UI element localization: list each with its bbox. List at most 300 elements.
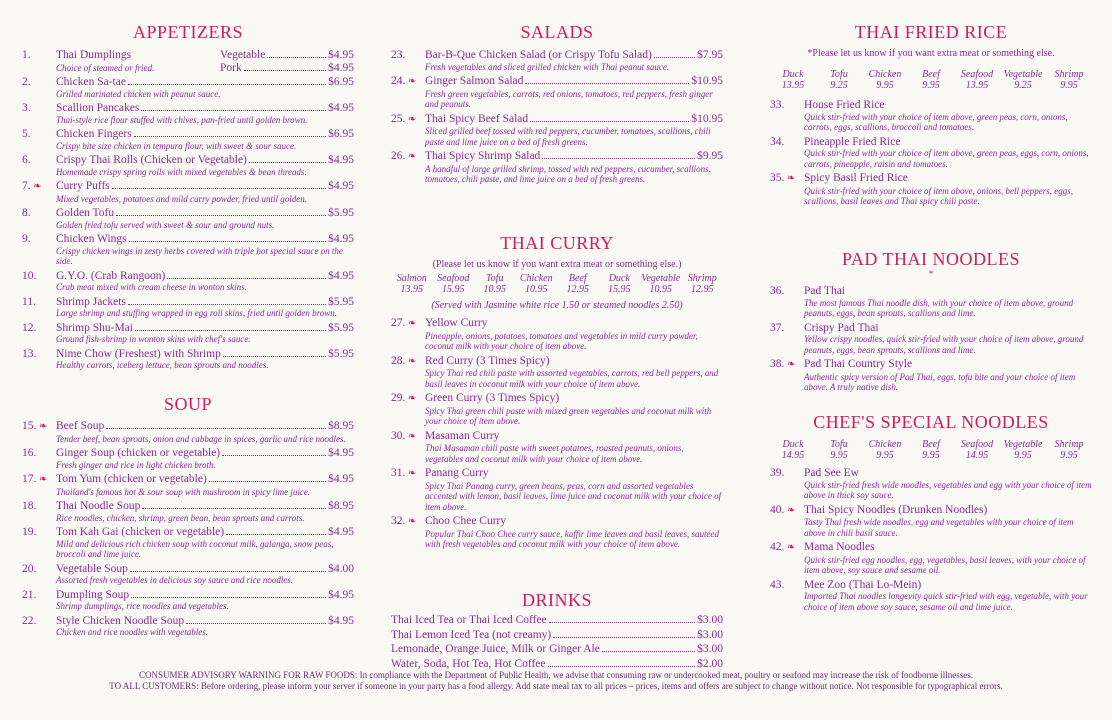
item-name: Crispy Pad Thai <box>804 321 879 334</box>
item-number <box>770 136 804 149</box>
option-price: 15.95 <box>608 284 631 295</box>
option-label: Salmon <box>396 273 427 284</box>
item-row <box>22 589 354 602</box>
item-row <box>22 233 354 246</box>
item-description: Golden fried tofu served with sweet & sour and ground nuts. <box>56 219 275 230</box>
option-label: Vegetable <box>641 273 681 284</box>
item-number-text: 12. <box>22 321 37 334</box>
pepper-icon: ❧ <box>784 504 796 516</box>
item-number <box>22 128 56 141</box>
item-number <box>22 270 56 283</box>
menu-item <box>22 526 354 560</box>
menu-item <box>770 136 1092 170</box>
price-column <box>908 439 954 461</box>
item-description: Rice noodles, chicken, shrimp, green bean, bean sprouts and carrots. <box>56 512 305 523</box>
price-column <box>816 69 862 91</box>
item-number-text: 9. <box>22 233 31 245</box>
item-name: Thai Iced Tea or Thai Iced Coffee <box>391 614 547 626</box>
menu-item <box>770 322 1092 356</box>
item-name: Shrimp Shu-Mai <box>56 321 133 334</box>
option-price: 9.95 <box>1060 450 1078 461</box>
item-number-text: 2. <box>22 76 31 88</box>
item-description: Sliced grilled beef tossed with red peppers, cucumber, tomatoes, scallions, chili paste and lime juice on a bed of fresh greens. <box>425 126 711 147</box>
menu-item <box>22 473 354 497</box>
price-column <box>516 273 558 295</box>
chef-noodles-price-table <box>770 439 1092 461</box>
pepper-icon: ❧ <box>784 359 796 370</box>
option-price: 9.95 <box>1060 80 1078 91</box>
item-name: Thai Lemon Iced Tea (not creamy) <box>391 628 552 641</box>
item-number-text: 3. <box>22 102 31 114</box>
item-price: $6.95 <box>328 128 354 140</box>
item-row <box>22 615 354 628</box>
price-column <box>1046 439 1092 461</box>
item-name: Chicken Fingers <box>56 128 132 140</box>
option-price: 12.95 <box>566 284 589 295</box>
menu-item <box>770 285 1092 319</box>
item-description: Crispy bite size chicken in tempura flour, with sweet & sour sauce. <box>56 140 297 151</box>
item-number-text: 7. <box>22 180 31 192</box>
price-column <box>682 273 724 295</box>
item-number <box>391 150 425 164</box>
option-price: 10.95 <box>483 284 506 295</box>
item-price: $5.95 <box>328 295 354 308</box>
item-description: Fresh green vegetables, carrots, red onions, tomatoes, red peppers, fresh ginger and peanuts. <box>425 88 713 109</box>
item-description: The most famous Thai noodle dish, with your choice of item above, ground peanuts, eggs, bean sprouts, scallions and lime. <box>804 297 1074 318</box>
item-row <box>391 629 723 642</box>
item-number-text: 42. <box>770 541 785 553</box>
item-name: Lemonade, Orange Juice, Milk or Ginger Ale <box>391 643 600 655</box>
item-row <box>391 392 723 406</box>
item-name: Masaman Curry <box>425 429 500 442</box>
item-name: Curry Puffs <box>56 180 110 192</box>
item-number <box>22 500 56 513</box>
item-name: Thai Spicy Shrimp Salad <box>425 150 541 162</box>
fried-rice-list <box>770 99 1092 207</box>
item-description: Shrimp dumplings, rice noodles and vegetables. <box>56 601 229 611</box>
section-title: CHEF'S SPECIAL NOODLES <box>813 412 1049 432</box>
dot-leader <box>548 666 696 667</box>
item-number-text: 43. <box>770 578 785 591</box>
item-price: $3.00 <box>697 643 723 655</box>
dot-leader <box>542 158 695 159</box>
curry-price-table <box>391 273 723 295</box>
option-label: Tofu <box>830 69 848 80</box>
item-description: Assorted fresh vegetables in delicious soy sauce and rice noodles. <box>56 575 294 585</box>
item-number-text: 20. <box>22 562 37 575</box>
dot-leader <box>602 651 695 652</box>
option-price: 9.95 <box>876 80 894 91</box>
salads-section <box>391 22 723 188</box>
item-name: Panang Curry <box>425 467 489 479</box>
item-description: Popular Thai Choo Chee curry sauce, kaffir lime leaves and basil leaves, sautéed with fresh vegetables and coconut milk with your choice of item above. <box>425 528 719 549</box>
chef-noodles-list <box>770 467 1092 612</box>
option-label: Duck <box>608 273 630 284</box>
menu-item <box>22 563 354 586</box>
item-price: $4.95 <box>328 473 354 485</box>
option-label: Seafood <box>960 69 994 80</box>
item-number <box>391 75 425 89</box>
menu-item <box>391 355 723 390</box>
item-price: $3.00 <box>697 614 723 626</box>
menu-item <box>22 500 354 523</box>
dot-leader <box>116 215 326 216</box>
item-row <box>770 579 1092 592</box>
pepper-icon: ❧ <box>36 474 48 485</box>
appetizers-list <box>22 76 354 371</box>
pepper-icon: ❧ <box>405 113 417 125</box>
item-row <box>22 207 354 220</box>
item-name: Yellow Curry <box>425 317 488 329</box>
dot-leader <box>129 241 327 242</box>
price-column <box>557 273 599 295</box>
dot-leader <box>553 637 695 638</box>
item-number <box>770 579 804 592</box>
item-number <box>770 358 804 372</box>
chef-noodles-section <box>770 412 1092 615</box>
curry-note: (Please let us know if you want extra meat or something else.) <box>432 259 682 270</box>
item-row <box>391 75 723 89</box>
item-number-text: 17. <box>22 473 37 485</box>
option-price: 12.95 <box>691 284 714 295</box>
item-description: Quick stir-fried with your choice of item above, onions, bell peppers, eggs, scallions, basil leaves and Thai spicy chili paste. <box>804 185 1074 206</box>
section-title: APPETIZERS <box>132 22 243 42</box>
option-label: Beef <box>568 273 587 284</box>
item-description: Fresh ginger and rice in light chicken broth. <box>56 459 216 470</box>
item-row <box>22 154 354 167</box>
item-number <box>770 285 804 298</box>
dot-leader <box>209 481 326 482</box>
item-row <box>391 614 723 627</box>
option-label: Seafood <box>437 273 470 284</box>
item-number <box>22 296 56 309</box>
item-price: $4.95 <box>328 269 354 282</box>
item-number <box>391 113 425 127</box>
option-label: Shrimp <box>1054 69 1084 80</box>
pepper-icon: ❧ <box>405 430 417 442</box>
option-label: Duck <box>782 69 804 80</box>
drink-item <box>391 658 723 671</box>
menu-item <box>391 317 723 352</box>
item-name: Scallion Pancakes <box>56 102 140 114</box>
item-number-text: 23. <box>391 49 406 61</box>
option-label: Chicken <box>519 273 553 284</box>
item-number-text: 13. <box>22 347 37 360</box>
menu-item <box>391 113 723 148</box>
dot-leader <box>131 597 326 598</box>
item-row <box>22 180 354 194</box>
salads-list <box>391 49 723 185</box>
item-name: Tom Yum (chicken or vegetable) <box>56 473 207 485</box>
item-number <box>770 172 804 186</box>
item-description: Spicy Thai green chili paste with mixed green vegetables and coconut milk with your choice of item above. <box>425 405 712 426</box>
item-description: Spicy Thai red chili paste with assorted vegetables, carrots, red bell peppers, and basil leaves in coconut milk with your choice of item above. <box>425 368 719 389</box>
item-price: $4.95 <box>328 180 354 192</box>
item-row <box>22 76 354 89</box>
item-row <box>22 322 354 335</box>
menu-item <box>22 270 354 293</box>
section-title: PAD THAI NOODLES <box>841 249 1020 269</box>
dot-leader <box>128 84 326 85</box>
item-number <box>22 447 56 460</box>
item-description: Yellow crispy noodles, quick stir-fried with your choice of item above, ground peanuts, eggs, bean sprouts, scallions and lime. <box>804 334 1084 355</box>
dot-leader <box>141 110 326 111</box>
item-description: Ground fish-shrimp in wonton skins with chef's sauce. <box>56 334 251 344</box>
item-number-text: 18. <box>22 500 37 512</box>
menu-item <box>22 615 354 638</box>
item-number <box>391 355 425 369</box>
appetizers-section <box>22 22 354 374</box>
menu-item: 1. Thai Dumplings Vegetable $4.95 Choice of steamed or fried. Pork $4.95 <box>22 49 354 74</box>
option-price: 14.95 <box>965 450 989 461</box>
dot-leader <box>654 57 695 58</box>
item-price: $5.95 <box>328 207 354 219</box>
item-name: Thai Noodle Soup <box>56 500 141 512</box>
item-number <box>391 317 425 331</box>
item-price: $4.95 <box>328 447 354 459</box>
item-name: Green Curry (3 Times Spicy) <box>425 392 560 404</box>
dot-leader <box>186 623 326 624</box>
dot-leader <box>549 622 695 623</box>
item-row <box>391 355 723 369</box>
dot-leader <box>106 428 326 429</box>
item-row <box>391 467 723 481</box>
pepper-icon: ❧ <box>405 151 417 162</box>
item-price: $10.95 <box>691 75 723 87</box>
fried-rice-price-table <box>770 69 1092 91</box>
drink-item <box>391 614 723 627</box>
item-name: House Fried Rice <box>804 99 885 111</box>
item-name: Beef Soup <box>56 420 105 432</box>
item-price: $9.95 <box>697 150 723 162</box>
item-name: Tom Kah Gai (chicken or vegetable) <box>56 526 225 538</box>
menu-item <box>391 467 723 512</box>
menu-item <box>22 447 354 470</box>
item-number-text: 11. <box>22 295 36 308</box>
item-number <box>22 233 56 246</box>
item-description: Tasty Thai fresh wide noodles, egg and vegetables with your choice of item above in chili basil sauce. <box>804 517 1074 538</box>
price-column <box>474 273 516 295</box>
menu-item <box>22 207 354 230</box>
option-label: Beef <box>922 439 940 450</box>
item-number-text: 5. <box>22 128 31 140</box>
option-price: 9.25 <box>1014 80 1032 91</box>
menu-item <box>391 150 723 185</box>
option-price: 10.95 <box>649 284 672 295</box>
option-label: Shrimp <box>687 273 717 284</box>
dot-leader <box>128 304 326 305</box>
item-number-text: 16. <box>22 447 37 459</box>
section-title: THAI CURRY <box>500 233 614 253</box>
option-label: Tofu <box>830 439 848 450</box>
item-description: Spicy Thai Panang curry, green beans, peas, corn and assorted vegetables accented with lemon, basil leaves, lime juice and coconut milk with your choice of item above. <box>425 480 722 512</box>
item-row <box>22 102 354 115</box>
item-price: $5.95 <box>328 347 354 360</box>
item-number-text: 33. <box>770 99 785 111</box>
item-row <box>22 473 354 487</box>
menu-item <box>22 102 354 125</box>
menu-item <box>770 467 1092 501</box>
pad-thai-list <box>770 285 1092 393</box>
dot-leader <box>525 83 689 84</box>
item-description: Tender beef, bean sprouts, onion and cabbage in spices, garlic and rice noodles. <box>56 433 346 444</box>
section-title: SOUP <box>163 394 213 414</box>
item-row <box>770 467 1092 480</box>
pepper-icon: ❧ <box>36 421 48 432</box>
item-description: Chicken and rice noodles with vegetables. <box>56 627 208 637</box>
item-row <box>391 113 723 127</box>
option-price: 13.95 <box>965 80 989 91</box>
pepper-icon: ❧ <box>405 393 417 404</box>
item-name: Crispy Thai Rolls (Chicken or Vegetable) <box>56 154 247 166</box>
pepper-icon: ❧ <box>405 318 417 329</box>
menu-item <box>22 348 354 371</box>
menu-item <box>22 128 354 151</box>
price-column <box>1000 69 1046 91</box>
item-number-text: 29. <box>391 392 406 404</box>
dot-leader <box>249 162 326 163</box>
dot-leader <box>112 188 326 189</box>
item-number-text: 21. <box>22 588 37 601</box>
item-description: Quick stir-fried fresh wide noodles, vegetables and egg with your choice of item above in thick soy sauce. <box>804 479 1092 500</box>
item-price: $3.00 <box>697 628 723 641</box>
menu-item <box>770 504 1092 539</box>
menu-item <box>391 515 723 550</box>
menu-item <box>22 296 354 319</box>
item-description: Large shrimp and stuffing wrapped in egg roll skins, fried until golden brown. <box>56 308 338 318</box>
item-number <box>770 541 804 555</box>
item-name: Red Curry (3 Times Spicy) <box>425 354 550 367</box>
item-description: Homemade crispy spring rolls with mixed vegetables & bean threads. <box>56 166 307 177</box>
menu-item <box>22 589 354 612</box>
pepper-icon: ❧ <box>784 542 796 553</box>
item-number-text: 32. <box>391 515 406 527</box>
item-number-text: 6. <box>22 154 31 166</box>
dot-leader <box>222 455 326 456</box>
item-number <box>770 467 804 480</box>
dot-leader <box>142 508 326 509</box>
price-column <box>908 69 954 91</box>
option-label: Duck <box>782 439 804 450</box>
item-name: Style Chicken Noodle Soup <box>56 614 185 627</box>
item-price: $4.95 <box>328 526 354 538</box>
item-description: Thai-style rice flour stuffed with chives, pan-fried until golden brown. <box>56 114 308 125</box>
price-column <box>862 439 908 461</box>
option-price: 9.95 <box>830 450 848 461</box>
fried-rice-note: *Please let us know if you want extra meat or something else. <box>807 48 1055 59</box>
option-label: Seafood <box>960 439 994 450</box>
item-number-text: 27. <box>391 317 406 329</box>
item-name: Mama Noodles <box>804 541 875 553</box>
item-number-text: 30. <box>391 429 406 442</box>
menu-item <box>22 76 354 99</box>
section-title: DRINKS <box>521 590 592 610</box>
menu-item <box>391 49 723 72</box>
item-price: $2.00 <box>697 657 723 670</box>
curry-section <box>391 233 723 553</box>
item-number <box>391 430 425 444</box>
item-price: $4.95 <box>328 154 354 166</box>
dot-leader <box>226 534 326 535</box>
item-number <box>22 563 56 576</box>
item-row <box>770 136 1092 149</box>
item-name: Vegetable Soup <box>56 562 128 575</box>
option-price: 9.25 <box>830 80 848 91</box>
item-row <box>22 270 354 283</box>
menu-item <box>770 172 1092 207</box>
item-row <box>391 430 723 444</box>
option-label: Vegetable <box>1003 439 1043 450</box>
item-number <box>22 76 56 89</box>
item-name: Bar-B-Que Chicken Salad (or Crispy Tofu Salad) <box>425 49 652 61</box>
item-row <box>22 563 354 576</box>
item-number <box>391 49 425 62</box>
option-label: Shrimp <box>1054 439 1084 450</box>
item-number <box>22 615 56 628</box>
soup-list <box>22 420 354 638</box>
footer-disclaimer <box>0 670 1112 692</box>
item-name: Mee Zoo (Thai Lo-Mein) <box>804 578 922 591</box>
price-column <box>599 273 641 295</box>
item-number <box>22 526 56 539</box>
price-column <box>770 69 816 91</box>
item-description: Quick stir-fried with your choice of item above, green peas, eggs, corn, onions, carrots, pineapple, raisin and tomatoes. <box>804 148 1089 169</box>
item-row <box>770 285 1092 298</box>
item-name: Choo Chee Curry <box>425 515 507 527</box>
item-price: $10.95 <box>691 112 723 125</box>
price-column <box>816 439 862 461</box>
option-price: 15.95 <box>442 284 465 295</box>
item-name: G.Y.O. (Crab Rangoon) <box>56 269 166 282</box>
dot-leader <box>167 278 326 279</box>
item-row <box>22 447 354 460</box>
item-row <box>391 658 723 671</box>
consumer-advisory: CONSUMER ADVISORY WARNING FOR RAW FOODS: In compliance with the Department of Public Health, we advise that consuming raw or undercooked meat, poultry or seafood may increase the risk of foodborne illnesses. <box>139 670 973 680</box>
option-price: 9.95 <box>1014 450 1032 461</box>
item-price: $4.95 <box>328 233 354 245</box>
item-name: Thai Spicy Beef Salad <box>425 112 529 125</box>
menu-item <box>770 579 1092 613</box>
menu-item <box>22 233 354 267</box>
item-description: Mixed vegetables, potatoes and mild curry powder, fried until golden. <box>56 193 307 204</box>
dot-leader <box>530 121 689 122</box>
pepper-icon: ❧ <box>30 181 42 192</box>
item-row <box>391 49 723 62</box>
item-row <box>22 296 354 309</box>
option-price: 9.95 <box>922 80 940 91</box>
item-number-text: 15. <box>22 420 37 432</box>
item-description: Thailand's famous hot & sour soup with mushroom in spicy lime juice. <box>56 486 311 497</box>
item-name: Chicken Wings <box>56 233 127 245</box>
item-number <box>22 180 56 194</box>
item-description: Pineapple, onions, potatoes, tomatoes and vegetables in mild curry powder, coconut milk with your choice of item above. <box>425 330 698 351</box>
menu-item <box>22 180 354 204</box>
item-price: $4.00 <box>328 562 354 575</box>
item-name: Dumpling Soup <box>56 588 130 601</box>
item-description: Imported Thai noodles longevity quick stir-fried with egg, vegetable, with your choice of item above soy sauce, sesame oil and lime juice. <box>804 591 1088 612</box>
item-number-text: 38. <box>770 358 785 370</box>
item-name: Pad See Ew <box>804 467 859 479</box>
item-row <box>770 504 1092 518</box>
price-column <box>954 69 1000 91</box>
item-row <box>22 526 354 539</box>
item-description: Grilled marinated chicken with peanut sauce. <box>56 88 221 99</box>
item-number-text: 40. <box>770 503 785 516</box>
item-row <box>391 643 723 656</box>
item-number <box>22 348 56 361</box>
option-price: 9.95 <box>876 450 894 461</box>
price-column <box>433 273 475 295</box>
